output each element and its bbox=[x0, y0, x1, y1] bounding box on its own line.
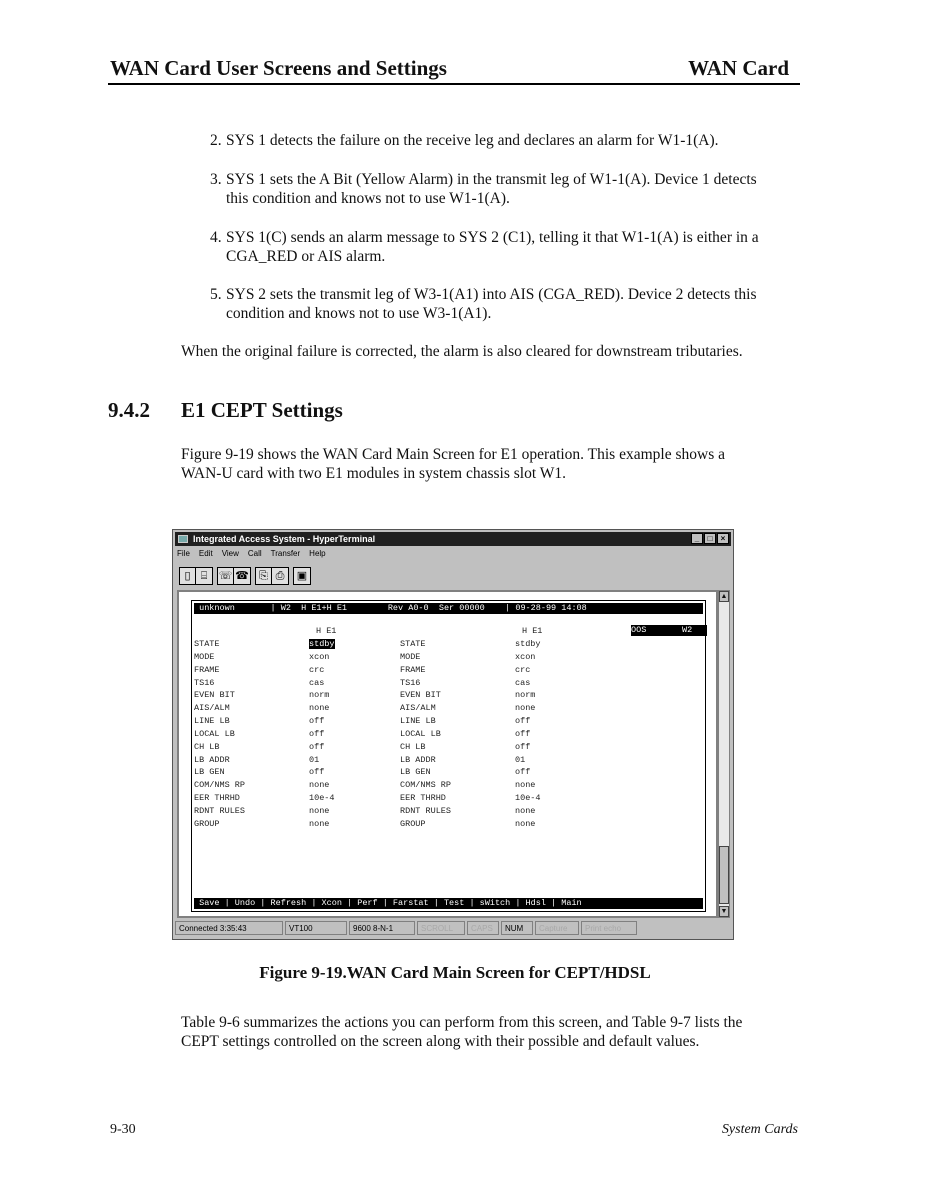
menu-bar bbox=[177, 549, 326, 561]
hyperterminal-window bbox=[172, 529, 734, 940]
field-label: GROUP bbox=[400, 818, 426, 829]
menu-help[interactable]: Help bbox=[309, 549, 326, 558]
field-label: EVEN BIT bbox=[194, 690, 235, 701]
list-item: 4. SYS 1(C) sends an alarm message to SYS 2 (C1), telling it that W1-1(A) is either in a CGA_RED or AIS alarm. bbox=[210, 229, 759, 265]
field-label: LB GEN bbox=[400, 767, 431, 778]
field-value-selected[interactable]: stdby bbox=[309, 639, 335, 649]
window-status-bar bbox=[175, 921, 731, 936]
scroll-thumb[interactable] bbox=[719, 846, 729, 904]
field-label: STATE bbox=[400, 639, 426, 649]
field-value[interactable]: none bbox=[515, 818, 536, 829]
scroll-indicator: SCROLL bbox=[417, 921, 465, 935]
menu-edit[interactable]: Edit bbox=[198, 549, 213, 558]
field-label: LOCAL LB bbox=[400, 728, 441, 739]
num-indicator: NUM bbox=[501, 921, 533, 935]
field-label: LINE LB bbox=[400, 716, 436, 727]
receive-icon[interactable]: ⎙ bbox=[275, 570, 285, 582]
list-item: 2. SYS 1 detects the failure on the receive leg and declares an alarm for W1-1(A). bbox=[210, 132, 719, 149]
section-title: E1 CEPT Settings bbox=[181, 398, 343, 422]
scroll-up-icon[interactable]: ▲ bbox=[720, 593, 728, 600]
command-bar[interactable]: Save | Undo | Refresh | Xcon | Perf | Farstat | Test | sWitch | Hdsl | Main bbox=[194, 898, 703, 909]
field-value[interactable]: norm bbox=[515, 690, 536, 701]
minimize-button[interactable]: _ bbox=[691, 533, 703, 544]
page-header-section: WAN Card bbox=[688, 56, 789, 80]
menu-view[interactable]: View bbox=[221, 549, 239, 558]
field-value[interactable]: none bbox=[309, 818, 330, 829]
list-item: 3. SYS 1 sets the A Bit (Yellow Alarm) in the transmit leg of W1-1(A). Device 1 detects this condition and knows not to use W1-1(A). bbox=[210, 171, 757, 207]
new-icon[interactable]: ▯ bbox=[180, 568, 196, 584]
properties-icon[interactable]: ▣ bbox=[296, 570, 308, 582]
send-icon[interactable]: ⎘ bbox=[256, 568, 272, 584]
col1-labels bbox=[194, 638, 245, 831]
col2-values bbox=[515, 638, 541, 831]
field-value[interactable]: xcon bbox=[515, 651, 536, 662]
field-value[interactable]: crc bbox=[515, 664, 531, 675]
field-label: AIS/ALM bbox=[400, 703, 436, 714]
field-value[interactable]: off bbox=[515, 767, 531, 778]
terminal-status-bar: unknown | W2 H E1+H E1 Rev A0-0 Ser 00000 | 09-28-99 14:08 bbox=[194, 603, 703, 614]
figure-caption: Figure 9-19.WAN Card Main Screen for CEPT/HDSL bbox=[259, 963, 651, 982]
field-label: GROUP bbox=[194, 818, 220, 829]
paragraph: When the original failure is corrected, the alarm is also cleared for downstream tributaries. bbox=[181, 343, 743, 360]
caps-indicator: CAPS bbox=[467, 921, 499, 935]
page-number: 9-30 bbox=[110, 1122, 136, 1137]
field-value[interactable]: norm bbox=[309, 690, 330, 701]
field-value[interactable]: none bbox=[309, 703, 330, 714]
field-value[interactable]: cas bbox=[309, 677, 325, 688]
field-label: COM/NMS RP bbox=[194, 780, 246, 791]
field-label: FRAME bbox=[400, 664, 426, 675]
paragraph: Figure 9-19 shows the WAN Card Main Screen for E1 operation. This example shows a WAN-U card with two E1 modules in system chassis slot W1. bbox=[181, 446, 725, 482]
field-label: COM/NMS RP bbox=[400, 780, 452, 791]
field-value[interactable]: off bbox=[309, 767, 325, 778]
field-value[interactable]: none bbox=[515, 780, 536, 791]
field-label: MODE bbox=[400, 651, 421, 662]
vertical-scrollbar[interactable] bbox=[718, 590, 730, 918]
column-header: H E1 bbox=[316, 626, 337, 636]
app-icon bbox=[178, 535, 188, 543]
window-title: Integrated Access System - HyperTerminal bbox=[193, 534, 376, 544]
field-value[interactable]: 10e-4 bbox=[515, 793, 541, 804]
field-value[interactable]: stdby bbox=[515, 639, 541, 649]
field-value[interactable]: crc bbox=[309, 664, 325, 675]
status-badge: OOS W2 bbox=[631, 625, 707, 636]
terminal-screen bbox=[191, 600, 706, 912]
page-header-title: WAN Card User Screens and Settings bbox=[110, 56, 447, 80]
field-label: TS16 bbox=[400, 677, 421, 688]
menu-file[interactable]: File bbox=[177, 549, 190, 558]
field-label: LB ADDR bbox=[400, 754, 436, 765]
field-label: EER THRHD bbox=[194, 793, 240, 804]
field-label: LB GEN bbox=[194, 767, 225, 778]
field-label: LOCAL LB bbox=[194, 728, 235, 739]
field-label: STATE bbox=[194, 639, 220, 649]
open-icon[interactable]: ⌸ bbox=[200, 570, 208, 582]
paragraph: Table 9-6 summarizes the actions you can perform from this screen, and Table 9-7 lists the CEPT settings controlled on the screen along with their possible and default values. bbox=[181, 1014, 743, 1050]
menu-transfer[interactable]: Transfer bbox=[270, 549, 301, 558]
field-label: RDNT RULES bbox=[400, 805, 452, 816]
field-label: LINE LB bbox=[194, 716, 230, 727]
scroll-down-icon[interactable]: ▼ bbox=[720, 908, 728, 915]
field-value[interactable]: none bbox=[515, 703, 536, 714]
section-number: 9.4.2 bbox=[108, 398, 150, 422]
column-header: H E1 bbox=[522, 626, 543, 636]
field-label: AIS/ALM bbox=[194, 703, 230, 714]
field-value[interactable]: off bbox=[309, 741, 325, 752]
col2-labels bbox=[400, 638, 451, 831]
window-titlebar bbox=[175, 532, 731, 546]
field-value[interactable]: off bbox=[309, 716, 325, 727]
field-value[interactable]: none bbox=[515, 805, 536, 816]
field-label: CH LB bbox=[194, 741, 220, 752]
toolbar bbox=[179, 567, 311, 585]
field-label: EER THRHD bbox=[400, 793, 446, 804]
print-echo-indicator: Print echo bbox=[581, 921, 637, 935]
phone-icon[interactable]: ☏ bbox=[218, 570, 233, 582]
close-button[interactable]: × bbox=[717, 533, 729, 544]
maximize-button[interactable]: □ bbox=[704, 533, 716, 544]
field-value[interactable]: 01 bbox=[515, 754, 526, 765]
field-value[interactable]: xcon bbox=[309, 651, 330, 662]
field-value[interactable]: none bbox=[309, 805, 330, 816]
field-label: LB ADDR bbox=[194, 754, 230, 765]
field-label: EVEN BIT bbox=[400, 690, 441, 701]
field-value[interactable]: none bbox=[309, 780, 330, 791]
field-value[interactable]: 10e-4 bbox=[309, 793, 335, 804]
list-item: 5. SYS 2 sets the transmit leg of W3-1(A1) into AIS (CGA_RED). Device 2 detects this condition and knows not to use W3-1(A1). bbox=[210, 286, 757, 322]
footer-chapter: System Cards bbox=[721, 1122, 798, 1137]
terminal-type: VT100 bbox=[285, 921, 347, 935]
field-label: FRAME bbox=[194, 664, 220, 675]
port-settings: 9600 8-N-1 bbox=[349, 921, 415, 935]
field-value[interactable]: cas bbox=[515, 677, 531, 688]
terminal-area[interactable] bbox=[177, 590, 718, 918]
capture-indicator: Capture bbox=[535, 921, 579, 935]
menu-call[interactable]: Call bbox=[247, 549, 262, 558]
field-label: MODE bbox=[194, 651, 215, 662]
field-label: CH LB bbox=[400, 741, 426, 752]
connection-status: Connected 3:35:43 bbox=[175, 921, 283, 935]
field-value[interactable]: 01 bbox=[309, 754, 320, 765]
field-value[interactable]: off bbox=[309, 728, 325, 739]
field-label: TS16 bbox=[194, 677, 215, 688]
field-value[interactable]: off bbox=[515, 716, 531, 727]
col1-values bbox=[309, 638, 335, 831]
field-value[interactable]: off bbox=[515, 741, 531, 752]
header-rule bbox=[108, 83, 800, 85]
disconnect-icon[interactable]: ☎ bbox=[235, 570, 249, 582]
field-value[interactable]: off bbox=[515, 728, 531, 739]
field-label: RDNT RULES bbox=[194, 805, 246, 816]
